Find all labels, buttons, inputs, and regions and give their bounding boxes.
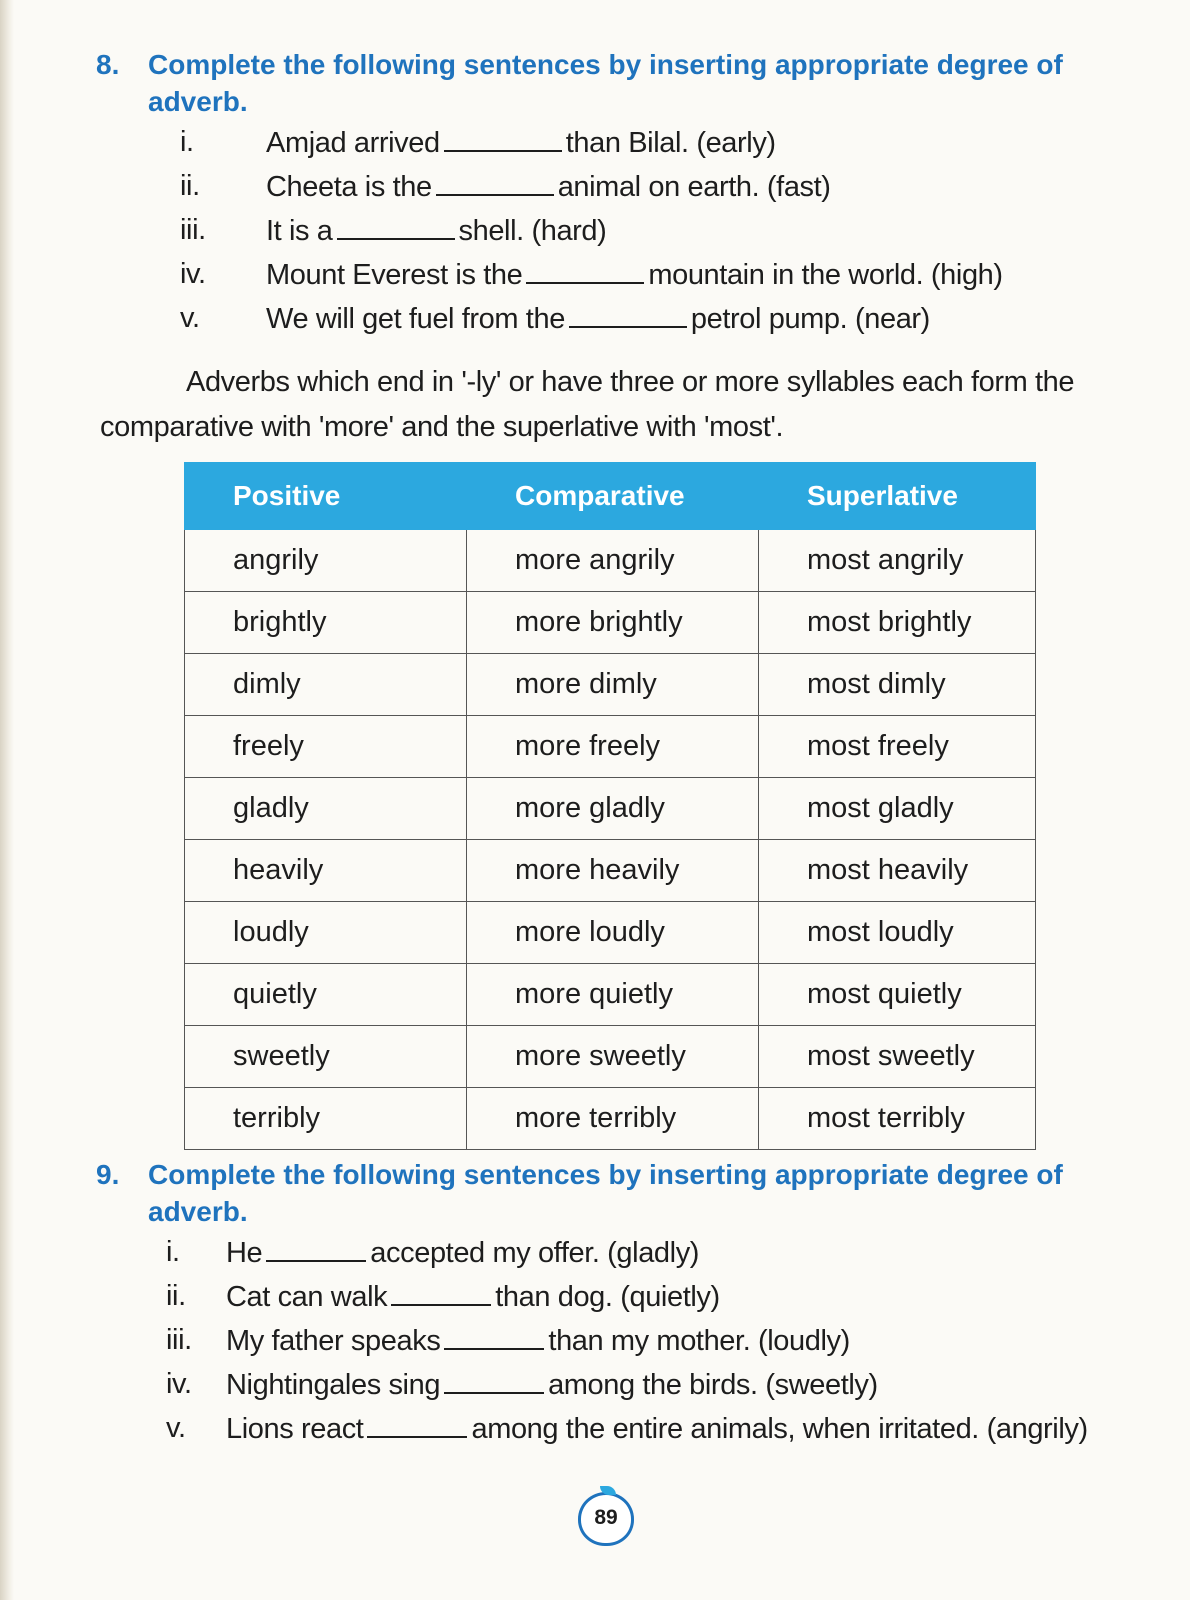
answer-blank[interactable] — [526, 254, 644, 284]
rule-line-1: Adverbs which end in '-ly' or have three or more syllables each form the — [186, 366, 1075, 398]
superlative-cell: most dimly — [759, 654, 1036, 716]
answer-blank[interactable] — [444, 1320, 544, 1350]
sentence-start: He — [226, 1237, 263, 1269]
adverb-degree-table — [184, 462, 1036, 1150]
item-numeral: ii. — [180, 170, 200, 202]
header-superlative: Superlative — [759, 463, 1036, 530]
sentence-end: animal on earth. (fast) — [557, 171, 831, 203]
sentence-start: It is a — [266, 215, 333, 247]
superlative-cell: most gladly — [759, 778, 1036, 840]
item-sentence — [226, 1320, 850, 1361]
answer-blank[interactable] — [367, 1408, 467, 1438]
item-numeral: iii. — [180, 214, 206, 246]
positive-cell: quietly — [185, 964, 467, 1026]
positive-cell: brightly — [185, 592, 467, 654]
comparative-cell: more dimly — [467, 654, 759, 716]
answer-blank[interactable] — [391, 1276, 491, 1306]
table-row — [185, 840, 1036, 902]
table-row — [185, 654, 1036, 716]
rule-paragraph — [100, 360, 1140, 450]
page-binding-edge — [0, 0, 14, 1600]
answer-blank[interactable] — [337, 210, 455, 240]
sentence-start: Lions react — [226, 1413, 364, 1445]
table-row — [185, 592, 1036, 654]
positive-cell: heavily — [185, 840, 467, 902]
item-numeral: iv. — [166, 1368, 192, 1400]
exercise-8-items — [180, 122, 1080, 342]
positive-cell: angrily — [185, 530, 467, 592]
positive-cell: dimly — [185, 654, 467, 716]
exercise-9-item — [166, 1408, 1146, 1452]
sentence-end: than my mother. (loudly) — [548, 1325, 850, 1357]
table-row — [185, 964, 1036, 1026]
positive-cell: sweetly — [185, 1026, 467, 1088]
positive-cell: gladly — [185, 778, 467, 840]
exercise-8-item — [180, 166, 1080, 210]
header-comparative: Comparative — [467, 463, 759, 530]
item-numeral: i. — [166, 1236, 180, 1268]
sentence-end: petrol pump. (near) — [690, 303, 930, 335]
comparative-cell: more brightly — [467, 592, 759, 654]
table-row — [185, 1088, 1036, 1150]
sentence-start: Mount Everest is the — [266, 259, 523, 291]
superlative-cell: most terribly — [759, 1088, 1036, 1150]
item-sentence — [226, 1364, 878, 1405]
sentence-end: than dog. (quietly) — [495, 1281, 720, 1313]
table-row — [185, 902, 1036, 964]
header-positive: Positive — [185, 463, 467, 530]
table-header-row — [185, 463, 1036, 530]
exercise-9-number: 9. — [96, 1159, 120, 1190]
sentence-end: mountain in the world. (high) — [648, 259, 1003, 291]
exercise-8-heading — [96, 46, 1106, 120]
item-sentence — [266, 298, 930, 339]
superlative-cell: most loudly — [759, 902, 1036, 964]
comparative-cell: more gladly — [467, 778, 759, 840]
exercise-9-item — [166, 1320, 1146, 1364]
exercise-9-item — [166, 1232, 1146, 1276]
superlative-cell: most heavily — [759, 840, 1036, 902]
exercise-8-item — [180, 210, 1080, 254]
exercise-8-number: 8. — [96, 49, 120, 80]
exercise-9-instruction: Complete the following sentences by inserting appropriate degree of adverb. — [148, 1159, 1063, 1227]
item-numeral: ii. — [166, 1280, 186, 1312]
sentence-end: shell. (hard) — [458, 215, 607, 247]
rule-line-2: comparative with 'more' and the superlative with 'most'. — [100, 411, 784, 443]
exercise-9-heading — [96, 1156, 1106, 1230]
table-row — [185, 716, 1036, 778]
exercise-8-instruction: Complete the following sentences by inserting appropriate degree of adverb. — [148, 49, 1063, 117]
table-row — [185, 1026, 1036, 1088]
item-numeral: v. — [180, 302, 200, 334]
exercise-9-item — [166, 1276, 1146, 1320]
superlative-cell: most sweetly — [759, 1026, 1036, 1088]
superlative-cell: most brightly — [759, 592, 1036, 654]
superlative-cell: most freely — [759, 716, 1036, 778]
sentence-start: Nightingales sing — [226, 1369, 441, 1401]
answer-blank[interactable] — [436, 166, 554, 196]
item-numeral: i. — [180, 126, 194, 158]
item-sentence — [266, 166, 831, 207]
item-numeral: v. — [166, 1412, 186, 1444]
page-number-badge — [578, 1486, 634, 1542]
comparative-cell: more terribly — [467, 1088, 759, 1150]
item-numeral: iii. — [166, 1324, 192, 1356]
comparative-cell: more quietly — [467, 964, 759, 1026]
item-sentence — [266, 210, 606, 251]
sentence-end: accepted my offer. (gladly) — [370, 1237, 700, 1269]
comparative-cell: more angrily — [467, 530, 759, 592]
comparative-cell: more loudly — [467, 902, 759, 964]
page-number: 89 — [594, 1506, 618, 1529]
comparative-cell: more heavily — [467, 840, 759, 902]
sentence-start: My father speaks — [226, 1325, 441, 1357]
sentence-end: than Bilal. (early) — [565, 127, 776, 159]
exercise-8-item — [180, 298, 1080, 342]
item-sentence — [226, 1232, 699, 1273]
sentence-start: Amjad arrived — [266, 127, 440, 159]
sentence-end: among the entire animals, when irritated. (angrily) — [471, 1413, 1088, 1445]
superlative-cell: most quietly — [759, 964, 1036, 1026]
positive-cell: loudly — [185, 902, 467, 964]
answer-blank[interactable] — [444, 1364, 544, 1394]
item-sentence — [226, 1276, 720, 1317]
item-sentence — [266, 254, 1003, 295]
answer-blank[interactable] — [266, 1232, 366, 1262]
sentence-start: Cheeta is the — [266, 171, 432, 203]
comparative-cell: more freely — [467, 716, 759, 778]
exercise-8-item — [180, 122, 1080, 166]
sentence-start: We will get fuel from the — [266, 303, 565, 335]
exercise-9-items — [166, 1232, 1146, 1452]
table-row — [185, 530, 1036, 592]
exercise-8-item — [180, 254, 1080, 298]
superlative-cell: most angrily — [759, 530, 1036, 592]
positive-cell: terribly — [185, 1088, 467, 1150]
item-numeral: iv. — [180, 258, 206, 290]
item-sentence — [226, 1408, 1088, 1449]
sentence-end: among the birds. (sweetly) — [548, 1369, 878, 1401]
exercise-9-item — [166, 1364, 1146, 1408]
answer-blank[interactable] — [569, 298, 687, 328]
sentence-start: Cat can walk — [226, 1281, 388, 1313]
answer-blank[interactable] — [444, 122, 562, 152]
comparative-cell: more sweetly — [467, 1026, 759, 1088]
item-sentence — [266, 122, 776, 163]
table-row — [185, 778, 1036, 840]
positive-cell: freely — [185, 716, 467, 778]
